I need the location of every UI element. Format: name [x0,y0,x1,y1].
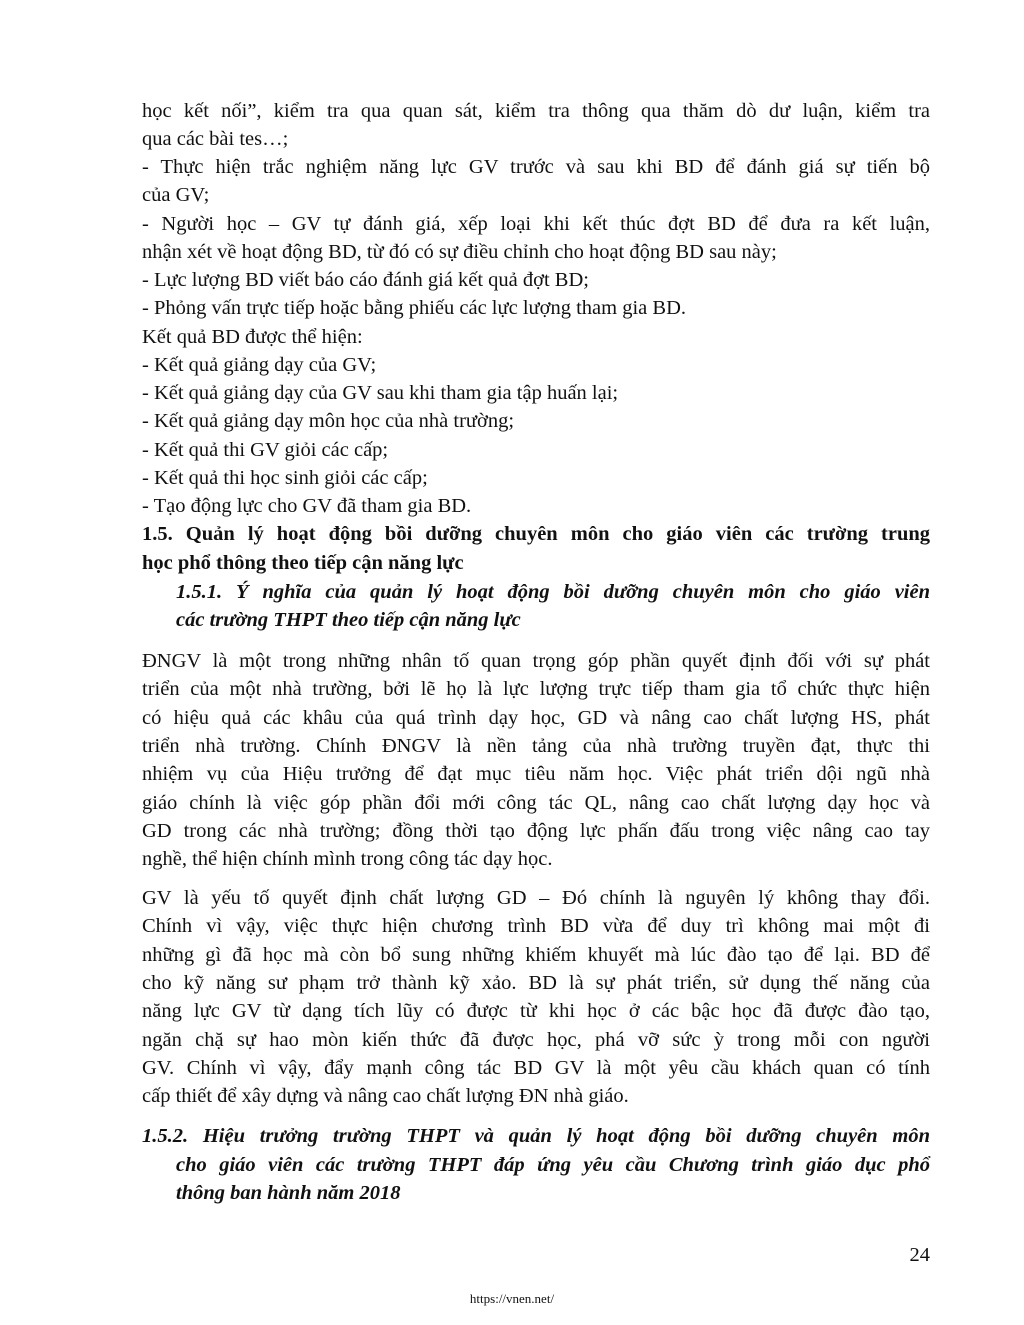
paragraph-line: GV là yếu tố quyết định chất lượng GD – Đó chính là nguyên lý không thay đổi. [142,887,930,909]
paragraph-line: triển nhà trường. Chính ĐNGV là nền tảng của nhà trường truyền đạt, thực thi [142,735,930,757]
text-line: học kết nối”, kiểm tra qua quan sát, kiểm tra thông qua thăm dò dư luận, kiểm tra [142,100,930,122]
paragraph-line: giáo chính là việc góp phần đổi mới công tác QL, nâng cao chất lượng dạy học và [142,792,930,814]
paragraph-line: cho kỹ năng sư phạm trở thành kỹ xảo. BD là sự phát triển, sử dụng thế năng của [142,972,930,994]
paragraph-line: ngăn chặ sự hao mòn kiến thức đã được học, phá vỡ sức ỳ trong mỗi con người [142,1029,930,1051]
subsection-heading: các trường THPT theo tiếp cận năng lực [176,609,521,631]
subsection-heading: 1.5.2. Hiệu trưởng trường THPT và quản lý hoạt động bồi dưỡng chuyên môn [142,1125,930,1147]
paragraph-line: có hiệu quả các khâu của quá trình dạy học, GD và nâng cao chất lượng HS, phát [142,707,930,729]
subsection-heading: cho giáo viên các trường THPT đáp ứng yêu cầu Chương trình giáo dục phổ [176,1154,930,1176]
paragraph-line: năng lực GV từ dạng tích lũy có được từ khi học ở các bậc học đã được đào tạo, [142,1000,930,1022]
bullet-line: - Thực hiện trắc nghiệm năng lực GV trước và sau khi BD để đánh giá sự tiến bộ [142,156,930,178]
paragraph-line: Chính vì vậy, việc thực hiện chương trình BD vừa để duy trì không mai một đi [142,915,930,937]
bullet-line: - Người học – GV tự đánh giá, xếp loại khi kết thúc đợt BD để đưa ra kết luận, [142,213,930,235]
paragraph-line: ĐNGV là một trong những nhân tố quan trọng góp phần quyết định đối với sự phát [142,650,930,672]
text-line: của GV; [142,184,210,206]
bullet-line: - Kết quả giảng dạy môn học của nhà trường; [142,410,515,432]
paragraph-line: GD trong các nhà trường; đồng thời tạo động lực phấn đấu trong việc nâng cao tay [142,820,930,842]
paragraph-line: triển của một nhà trường, bởi lẽ họ là lực lượng trực tiếp tham gia tổ chức thực hiện [142,678,930,700]
bullet-line: - Tạo động lực cho GV đã tham gia BD. [142,495,472,517]
subsection-heading: thông ban hành năm 2018 [176,1182,401,1204]
page-number: 24 [909,1244,930,1266]
paragraph-line: GV. Chính vì vậy, đẩy mạnh công tác BD GV là một yêu cầu khách quan có tính [142,1057,930,1079]
text-line: Kết quả BD được thể hiện: [142,326,363,348]
footer-url: https://vnen.net/ [469,1291,555,1306]
paragraph-line: cấp thiết để xây dựng và nâng cao chất lượng ĐN nhà giáo. [142,1085,629,1107]
bullet-line: - Kết quả thi GV giỏi các cấp; [142,439,389,461]
text-line: nhận xét về hoạt động BD, từ đó có sự điều chỉnh cho hoạt động BD sau này; [142,241,777,263]
bullet-line: - Kết quả giảng dạy của GV; [142,354,377,376]
bullet-line: - Kết quả thi học sinh giỏi các cấp; [142,467,428,489]
section-heading: 1.5. Quản lý hoạt động bồi dưỡng chuyên môn cho giáo viên các trường trung [142,523,930,545]
text-line: qua các bài tes…; [142,128,289,150]
bullet-line: - Kết quả giảng dạy của GV sau khi tham gia tập huấn lại; [142,382,619,404]
section-heading: học phổ thông theo tiếp cận năng lực [142,552,464,574]
bullet-line: - Lực lượng BD viết báo cáo đánh giá kết quả đợt BD; [142,269,589,291]
bullet-line: - Phỏng vấn trực tiếp hoặc bằng phiếu các lực lượng tham gia BD. [142,297,687,319]
paragraph-line: những gì đã học mà còn bổ sung những khiếm khuyết mà lúc đào tạo để lại. BD để [142,944,930,966]
subsection-heading: 1.5.1. Ý nghĩa của quản lý hoạt động bồi dưỡng chuyên môn cho giáo viên [176,581,930,603]
paragraph-line: nhiệm vụ của Hiệu trưởng để đạt mục tiêu năm học. Việc phát triển dội ngũ nhà [142,763,930,785]
paragraph-line: nghề, thể hiện chính mình trong công tác dạy học. [142,848,553,870]
